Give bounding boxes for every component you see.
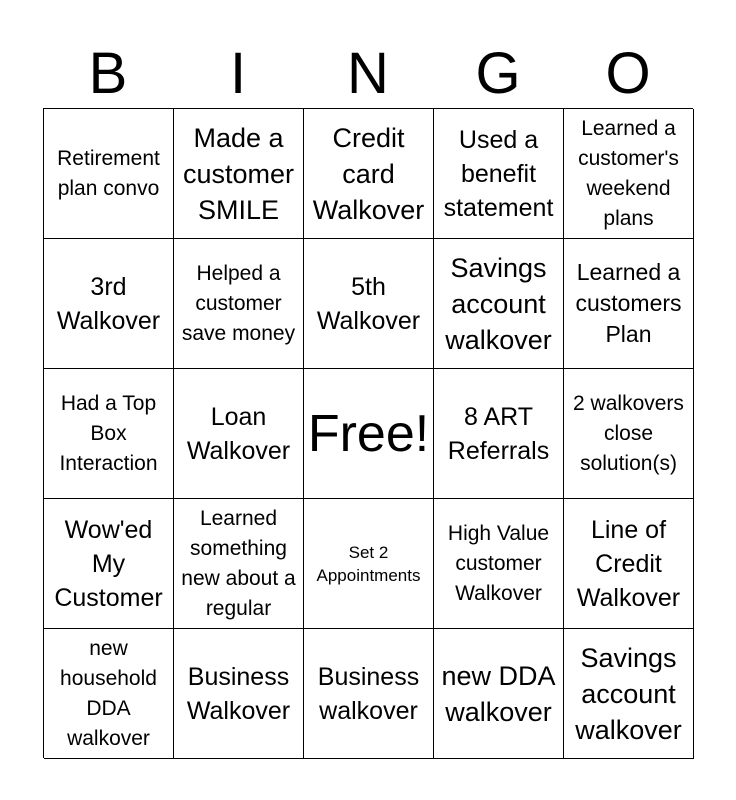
header-letter-b: B (88, 41, 128, 106)
bingo-cell[interactable] (434, 629, 564, 759)
bingo-cell[interactable] (44, 629, 174, 759)
cell-text: Credit card Walkover (312, 122, 425, 225)
cell-text: Had a Top Box Interaction (59, 391, 158, 475)
cell-text: Helped a customer save money (181, 261, 296, 345)
bingo-header (43, 40, 693, 108)
bingo-cell[interactable] (564, 239, 694, 369)
bingo-cell[interactable] (304, 239, 434, 369)
bingo-cell[interactable] (434, 239, 564, 369)
bingo-cell[interactable] (174, 239, 304, 369)
cell-text: Loan Walkover (186, 402, 291, 465)
bingo-board (43, 108, 693, 758)
cell-text: 2 walkovers close solution(s) (573, 391, 684, 475)
bingo-cell-free[interactable] (304, 369, 434, 499)
cell-text: Learned something new about a regular (181, 506, 296, 620)
bingo-cell[interactable] (564, 109, 694, 239)
cell-text: Learned a customer's weekend plans (578, 116, 679, 230)
cell-text: new DDA walkover (441, 660, 556, 727)
cell-text: Business walkover (317, 662, 420, 725)
bingo-cell[interactable] (564, 629, 694, 759)
cell-text: new household DDA walkover (60, 636, 157, 750)
bingo-cell[interactable] (174, 499, 304, 629)
cell-text: Made a customer SMILE (182, 122, 295, 225)
header-letter-g: G (475, 41, 521, 106)
bingo-cell[interactable] (44, 109, 174, 239)
header-letter-i: I (229, 41, 247, 106)
bingo-cell[interactable] (304, 109, 434, 239)
bingo-cell[interactable] (174, 629, 304, 759)
bingo-cell[interactable] (174, 109, 304, 239)
cell-text: Wow'ed My Customer (54, 515, 163, 612)
bingo-cell[interactable] (434, 369, 564, 499)
cell-text: Savings account walkover (575, 642, 682, 745)
bingo-cell[interactable] (564, 369, 694, 499)
bingo-cell[interactable] (174, 369, 304, 499)
bingo-cell[interactable] (44, 239, 174, 369)
header-letter-o: O (605, 41, 651, 106)
cell-text: Used a benefit statement (443, 125, 554, 222)
bingo-cell[interactable] (304, 629, 434, 759)
bingo-cell[interactable] (304, 499, 434, 629)
cell-text: Set 2 Appointments (316, 542, 421, 585)
cell-text: Savings account walkover (445, 252, 552, 355)
cell-text: High Value customer Walkover (447, 521, 550, 605)
cell-text: Business Walkover (186, 662, 291, 725)
cell-text: Line of Credit Walkover (576, 515, 681, 612)
bingo-cell[interactable] (564, 499, 694, 629)
bingo-cell[interactable] (434, 109, 564, 239)
free-space-text: Free! (307, 404, 430, 463)
cell-text: 3rd Walkover (56, 272, 161, 335)
cell-text: Retirement plan convo (57, 146, 160, 200)
header-letter-n: N (347, 41, 389, 106)
bingo-cell[interactable] (44, 369, 174, 499)
bingo-cell[interactable] (44, 499, 174, 629)
bingo-cell[interactable] (434, 499, 564, 629)
cell-text: 8 ART Referrals (447, 402, 550, 465)
cell-text: Learned a customers Plan (575, 259, 682, 347)
cell-text: 5th Walkover (316, 272, 421, 335)
